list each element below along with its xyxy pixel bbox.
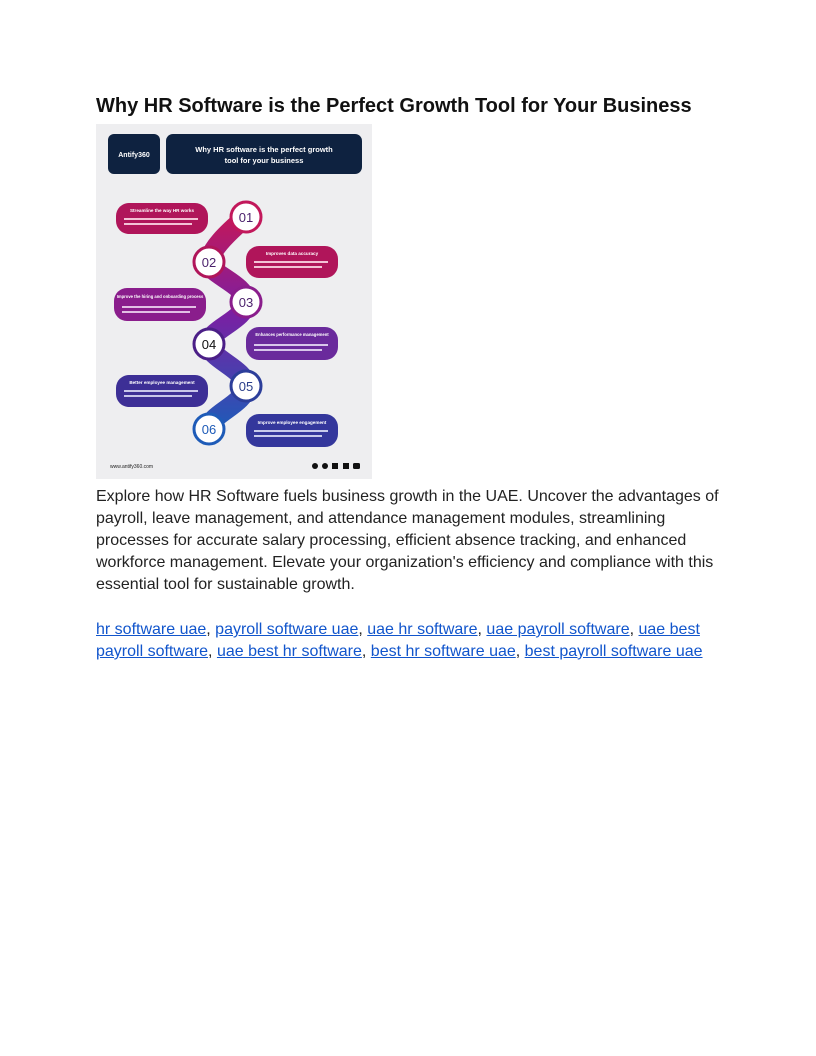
body-paragraph: Explore how HR Software fuels business growth in the UAE. Uncover the advantages of payroll, leave management, and attendance management modules, streamlining processes for accurate salary processing, efficient absence tracking, and enhanced workforce management. Elevate your organization's efficiency and compliance with this essential tool for sustainable growth. [96,488,719,593]
infographic-heading-line1: Why HR software is the perfect growth [195,145,333,154]
tag-link-uae-hr-software[interactable]: uae hr software [367,621,478,638]
tag-separator: , [361,643,371,660]
tag-separator: , [206,621,216,638]
tag-link-payroll-software-uae[interactable]: payroll software uae [215,621,359,638]
tag-separator: , [629,621,639,638]
step-card-04 [246,327,338,360]
svg-text:Enhances performance managemen: Enhances performance management [255,332,329,337]
tag-separator: , [515,643,525,660]
tag-link-best-payroll-software-uae[interactable]: best payroll software uae [524,643,703,660]
twitter-icon [332,463,338,469]
infographic-heading-box [166,134,362,174]
step-circle-05 [231,371,261,401]
step-circle-03 [231,287,261,317]
tag-link-uae-best-payroll-software[interactable]: uae best payroll software [96,621,700,660]
svg-text:Improves data accuracy: Improves data accuracy [265,251,319,256]
linkedin-icon [343,463,349,469]
svg-text:Improve employee engagement: Improve employee engagement [257,420,327,425]
step-circle-06 [194,414,224,444]
step-card-05 [116,375,208,407]
tag-link-uae-best-hr-software[interactable]: uae best hr software [216,643,362,660]
facebook-icon [312,463,318,469]
svg-text:06: 06 [201,422,217,437]
svg-text:Streamline the way HR works: Streamline the way HR works [129,208,195,213]
step-card-03 [114,288,206,321]
instagram-icon [322,463,328,469]
tag-link-best-hr-software-uae[interactable]: best hr software uae [370,643,516,660]
svg-text:05: 05 [238,379,254,394]
infographic-heading-line2: tool for your business [224,156,304,165]
step-card-06 [246,414,338,447]
logo-text: Antify360 [118,152,150,159]
tag-separator: , [208,643,217,660]
page-title: Why HR Software is the Perfect Growth Tool for Your Business [96,95,692,117]
tag-separator: , [477,621,487,638]
tag-links [96,619,724,663]
svg-text:02: 02 [201,255,217,270]
tag-separator: , [358,621,368,638]
svg-text:Improve the hiring and onboard: Improve the hiring and onboarding process [116,294,204,299]
svg-text:01: 01 [238,210,254,225]
step-circle-02 [194,247,224,277]
tag-link-hr-software-uae[interactable]: hr software uae [96,621,207,638]
infographic-image [96,124,372,479]
step-card-02 [246,246,338,278]
svg-text:Better employee management: Better employee management [129,380,195,385]
infographic-website: www.antify360.com [110,464,154,470]
svg-text:04: 04 [201,337,217,352]
svg-text:03: 03 [238,295,254,310]
tag-link-uae-payroll-software[interactable]: uae payroll software [486,621,630,638]
step-circle-01 [231,202,261,232]
step-circle-04 [194,329,224,359]
step-card-01 [116,203,208,234]
youtube-icon [353,463,360,469]
